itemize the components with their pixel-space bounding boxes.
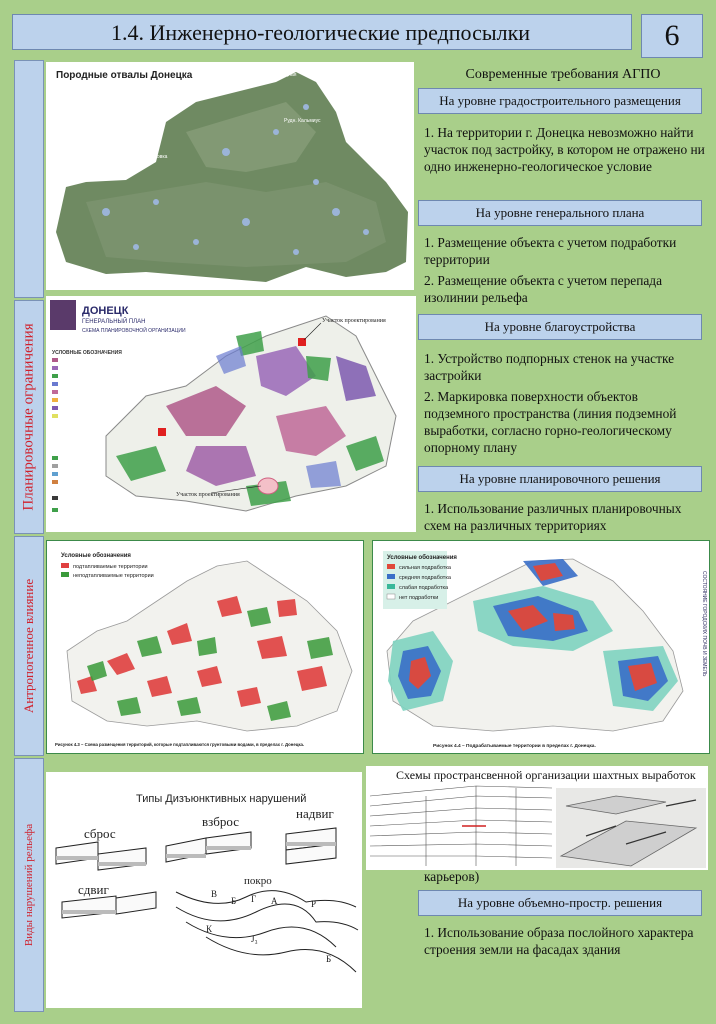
fault-label-3: надвиг bbox=[296, 806, 334, 821]
mine-schemes bbox=[366, 766, 708, 870]
waste-map-label-2: Чулковка bbox=[146, 154, 168, 160]
improvement-item-1: 1. Устройство подпорных стенок на участке застройки bbox=[424, 351, 675, 383]
sidebar-panel-planning bbox=[14, 300, 44, 534]
sidebar-panel-relief bbox=[14, 758, 44, 1012]
flood-legend-title: Условные обозначения bbox=[61, 553, 131, 559]
page-title: 1.4. Инженерно-геологические предпосылки bbox=[111, 20, 531, 45]
planning-decision-item-1: 1. Использование различных планировочных схем на различных территориях bbox=[424, 501, 682, 533]
page-number: 6 bbox=[641, 14, 703, 58]
donetsk-general-plan bbox=[46, 296, 416, 532]
flood-map-caption: Рисунок 4.3 – Схема размещения территорий, которые подтапливаются грунтовыми водами, в пределах г. Донецка. bbox=[55, 742, 305, 747]
level-volume-spatial: На уровне объемно-простр. решения bbox=[418, 890, 702, 916]
waste-map-label-3: Рудн. Кальмиус bbox=[284, 118, 321, 124]
sidebar-panel-anthropogenic bbox=[14, 536, 44, 756]
sidebar-label-relief: Виды нарушений рельефа bbox=[23, 823, 35, 947]
level-improvement: На уровне благоустройства bbox=[418, 314, 702, 340]
waste-map-label-1: Западная bbox=[274, 72, 297, 78]
undermining-map bbox=[372, 540, 710, 754]
plan-legend-title: УСЛОВНЫЕ ОБОЗНАЧЕНИЯ bbox=[52, 350, 122, 356]
general-plan-item-2: 2. Размещение объекта с учетом перепада изолинии рельефа bbox=[424, 273, 663, 305]
waste-heaps-map bbox=[46, 62, 414, 290]
geo-letter-7: J₃ bbox=[251, 934, 258, 944]
undermining-caption: Рисунок 4.4 – Подрабатываемые территории в пределах г. Донецка. bbox=[433, 744, 596, 749]
fault-label-5: покро bbox=[244, 875, 272, 887]
waste-map-title: Породные отвалы Донецка bbox=[56, 70, 193, 81]
disjunctive-diagram bbox=[46, 772, 362, 1008]
geo-letter-6: К bbox=[206, 924, 213, 934]
undermining-side-text: СОСТОЯНИЕ ГОРОДСКИХ ПОЧВ И ЗЕМЕЛЬ bbox=[701, 571, 707, 677]
level-urban-placement: На уровне градостроительного размещения bbox=[418, 88, 702, 114]
geo-letter-3: Г bbox=[251, 894, 257, 904]
undermining-legend-item-1: сильная подработка bbox=[399, 565, 451, 571]
flood-map bbox=[46, 540, 364, 754]
undermining-legend-item-3: слабая подработка bbox=[399, 585, 449, 591]
requirements-heading: Современные требования АГПО bbox=[465, 67, 661, 82]
fault-label-1: сброс bbox=[84, 826, 116, 841]
fault-label-4: сдвиг bbox=[78, 882, 109, 897]
sidebar-panel-empty bbox=[14, 60, 44, 298]
flood-legend-item-1: подтапливаемые территории bbox=[73, 564, 148, 570]
mine-schemes-title: Схемы пространсвенной организации шахтных выработок bbox=[396, 768, 696, 782]
undermining-legend-item-2: средняя подработка bbox=[399, 575, 451, 581]
fault-label-2: взброс bbox=[202, 814, 239, 829]
disjunctive-title: Типы Дизъюнктивных нарушений bbox=[136, 793, 307, 805]
geo-letter-1: В bbox=[211, 889, 218, 899]
plan-callout-top: Участок проектирования bbox=[322, 318, 386, 324]
geo-letter-8: Б bbox=[326, 954, 332, 964]
sidebar-label-anthropogenic: Антропогенное влияние bbox=[21, 578, 36, 714]
sidebar-label-planning: Планировочные ограничения bbox=[20, 323, 37, 511]
carry-over-text: карьеров) bbox=[424, 869, 480, 884]
improvement-item-2: 2. Маркировка поверхности объектов подземного пространства (линия подземной выработки, согласно горно-геологическому опорному плану bbox=[424, 389, 677, 455]
geo-letter-4: А bbox=[271, 896, 278, 906]
plan-callout-bottom: Участок проектирования bbox=[176, 492, 240, 498]
level-general-plan: На уровне генерального плана bbox=[418, 200, 702, 226]
general-plan-item-1: 1. Размещение объекта с учетом подработки территории bbox=[424, 235, 677, 267]
plan-subtitle-1: ГЕНЕРАЛЬНЫЙ ПЛАН bbox=[82, 319, 146, 325]
plan-subtitle-2: СХЕМА ПЛАНИРОВОЧНОЙ ОРГАНИЗАЦИИ bbox=[82, 328, 186, 334]
flood-legend-item-2: неподтапливаемые территории bbox=[73, 573, 154, 579]
urban-placement-text: 1. На территории г. Донецка невозможно найти участок под застройку, в котором не отражено ни одно инженерно-геологическое условие bbox=[424, 125, 705, 174]
title-bar bbox=[12, 14, 632, 50]
volume-spatial-item-1: 1. Использование образа послойного характера строения земли на фасадах здания bbox=[424, 925, 694, 957]
geo-letter-2: Б bbox=[231, 896, 237, 906]
level-planning-decision: На уровне планировочного решения bbox=[418, 466, 702, 492]
plan-city-name: ДОНЕЦК bbox=[82, 305, 129, 317]
geo-letter-5: Р bbox=[311, 899, 317, 909]
undermining-legend-item-4: нет подработки bbox=[399, 595, 439, 601]
undermining-legend-title: Условные обозначения bbox=[387, 555, 457, 561]
